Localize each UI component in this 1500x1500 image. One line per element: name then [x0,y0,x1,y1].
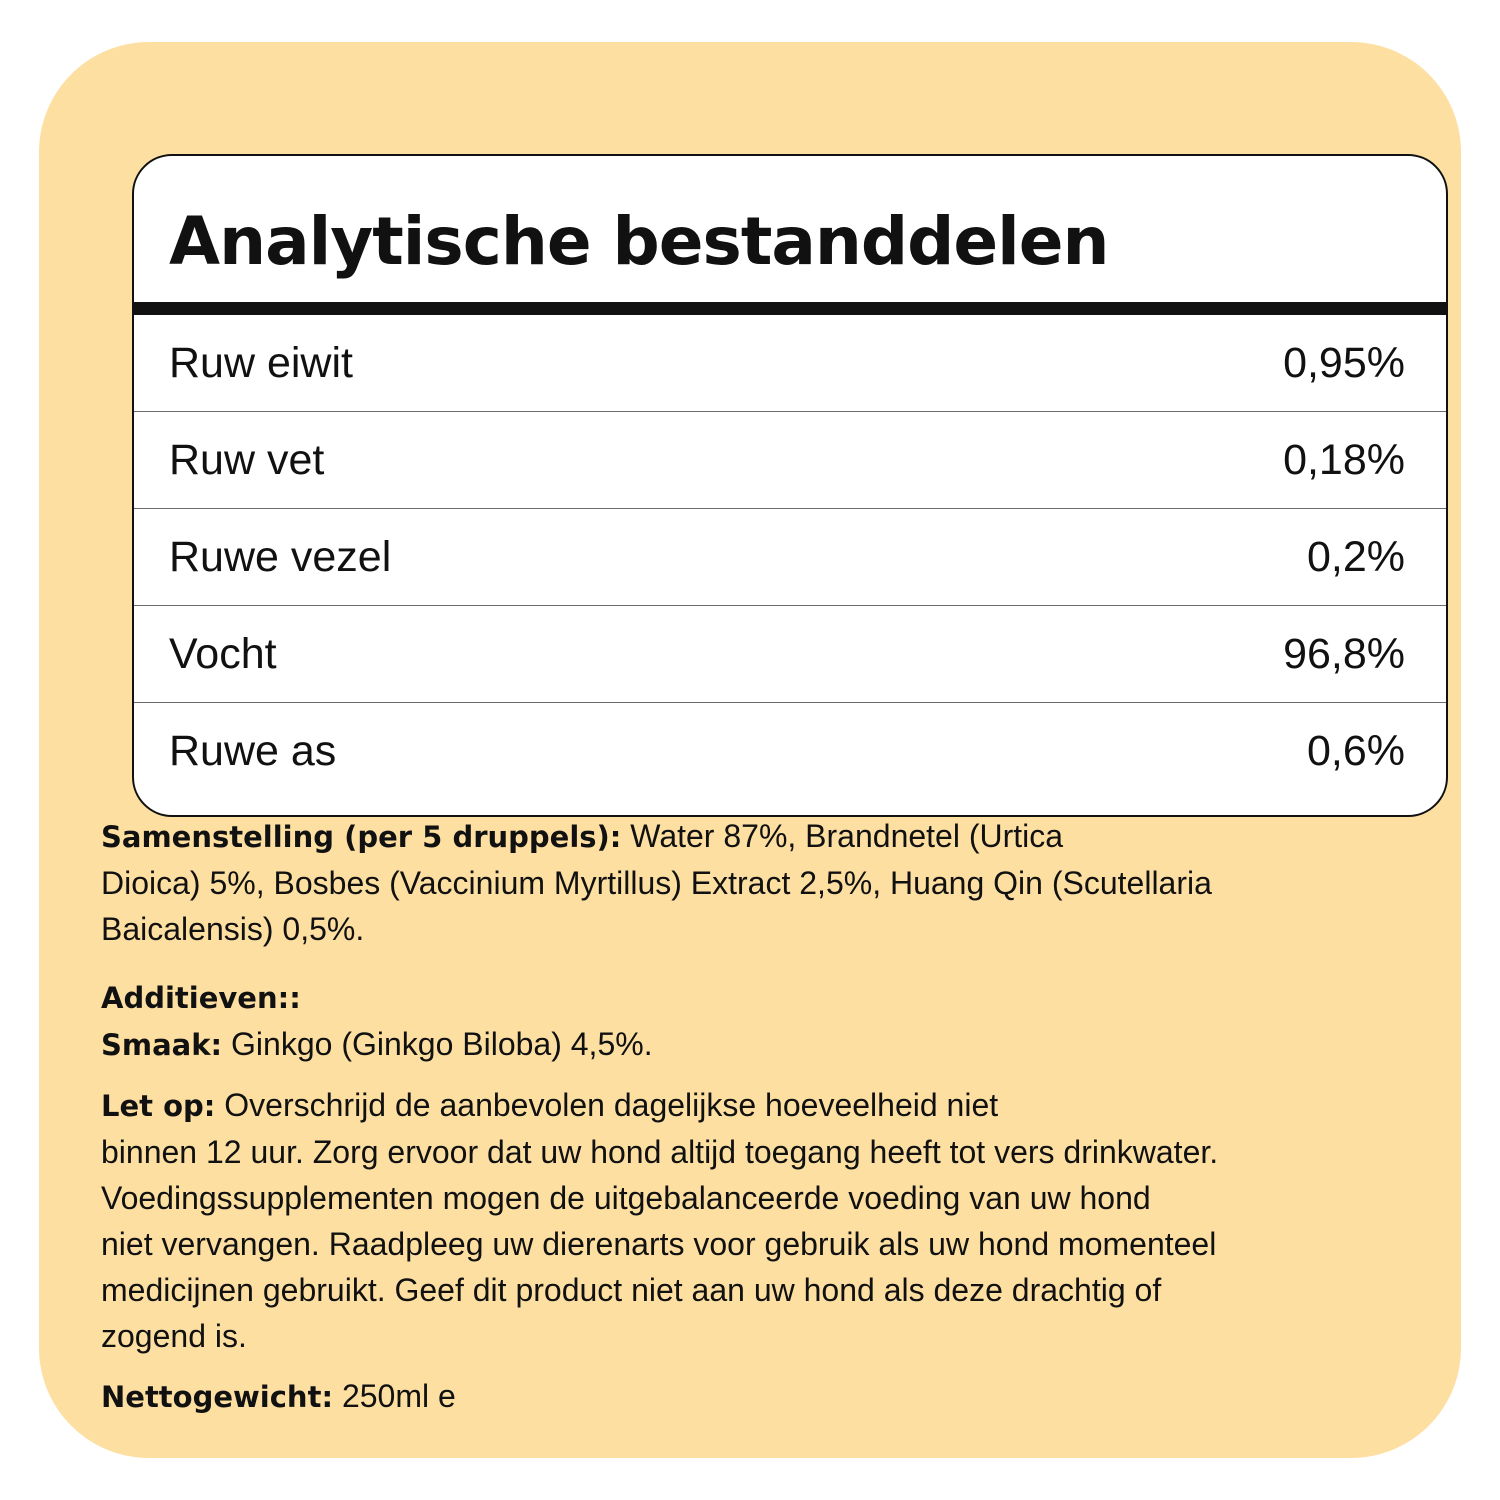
row-value: 0,2% [1306,532,1405,581]
table-row [134,412,1446,509]
net-weight-value: 250ml e [333,1378,456,1414]
flavor-label: Smaak: [101,1028,223,1062]
row-value: 0,18% [1283,435,1405,484]
net-weight-paragraph [101,1373,1421,1420]
additives-label: Additieven:: [101,981,301,1015]
analysis-rows [134,315,1446,815]
title-divider [134,302,1446,315]
warning-label: Let op: [101,1089,216,1123]
flavor-text: Ginkgo (Ginkgo Biloba) 4,5%. [222,1026,653,1062]
composition-text-line2: Dioica) 5%, Bosbes (Vaccinium Myrtillus) Extract 2,5%, Huang Qin (Scutellaria [101,865,1212,901]
composition-label: Samenstelling (per 5 druppels): [101,820,622,854]
composition-text-line3: Baicalensis) 0,5%. [101,911,365,947]
row-label: Ruwe vezel [169,532,392,581]
row-label: Ruw eiwit [169,338,353,387]
analysis-table [132,154,1448,817]
table-row [134,509,1446,606]
composition-text-line1: Water 87%, Brandnetel (Urtica [621,818,1064,854]
composition-paragraph [101,813,1421,952]
warning-paragraph [101,1082,1421,1359]
row-value: 0,95% [1283,338,1405,387]
table-row [134,315,1446,412]
warning-text-line2: binnen 12 uur. Zorg ervoor dat uw hond altijd toegang heeft tot vers drinkwater. [101,1134,1219,1170]
warning-text-line6: zogend is. [101,1318,247,1354]
table-title: Analytische bestanddelen [169,203,1109,280]
warning-text-line5: medicijnen gebruikt. Geef dit product niet aan uw hond als deze drachtig of [101,1272,1162,1308]
row-value: 0,6% [1306,727,1405,775]
row-label: Ruw vet [169,435,325,484]
warning-text-line1: Overschrijd de aanbevolen dagelijkse hoeveelheid niet [215,1087,999,1123]
row-label: Vocht [169,629,277,678]
table-row [134,703,1446,800]
row-label: Ruwe as [169,727,337,775]
additives-paragraph [101,974,1421,1068]
table-row [134,606,1446,703]
warning-text-line3: Voedingssupplementen mogen de uitgebalanceerde voeding van uw hond [101,1180,1151,1216]
row-value: 96,8% [1283,629,1405,678]
net-weight-label: Nettogewicht: [101,1380,334,1414]
warning-text-line4: niet vervangen. Raadpleeg uw dierenarts voor gebruik als uw hond momenteel [101,1226,1217,1262]
product-notes [101,813,1421,1420]
